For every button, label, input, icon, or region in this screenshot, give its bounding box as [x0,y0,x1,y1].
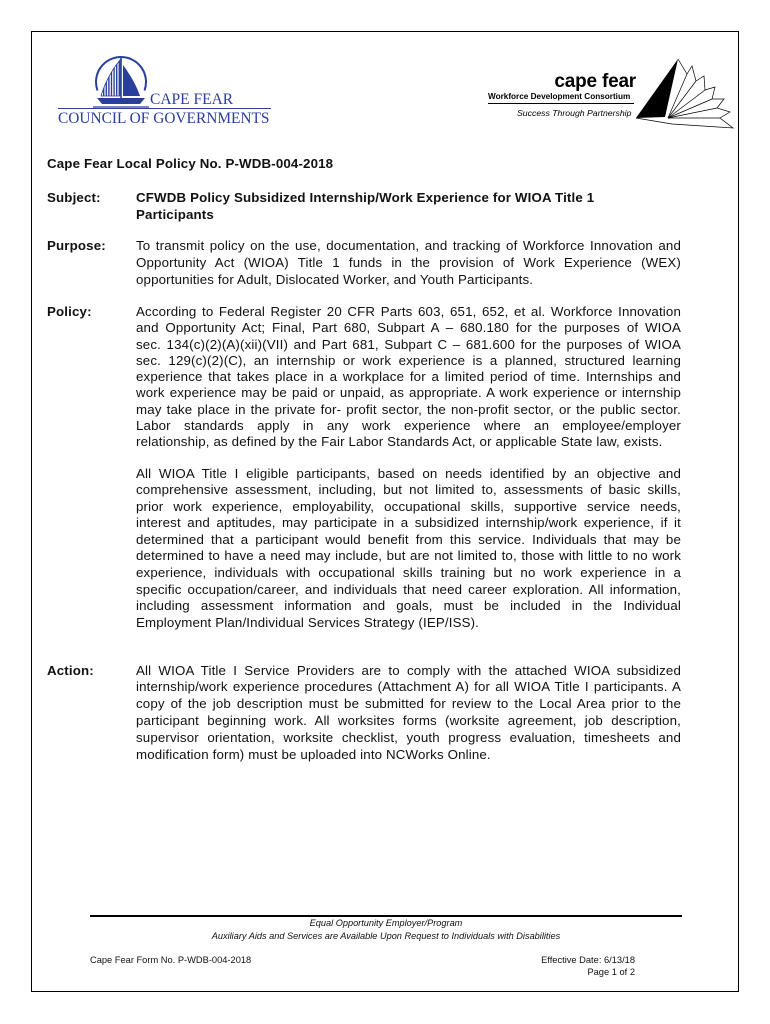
cog-logo-rule [58,108,271,109]
consortium-logo-subtitle: Workforce Development Consortium [488,92,631,101]
policy-line: sec. 129(c)(2)(C), an internship or work experience is a planned, structured learning [136,352,681,368]
subject-line: Participants [136,206,214,222]
footer-page-number: Page 1 of 2 [587,966,635,977]
policy-line: prior work experience, employability, occupational skills, supportive service needs, [136,498,681,514]
policy-line: interest and aptitudes, may participate in a subsidized internship/work experience, if it [136,515,681,531]
cog-logo-org: COUNCIL OF GOVERNMENTS [58,110,270,127]
emblem-hull [97,98,145,104]
consortium-logo-name: cape fear [554,71,636,92]
starburst-emblem-icon [632,54,736,138]
cog-logo-name: CAPE FEAR [150,91,234,108]
policy-line: According to Federal Register 20 CFR Parts 603, 651, 652, et al. Workforce Innovation [136,304,681,319]
policy-line: sec. 134(c)(2)(A)(xii)(VII) and Part 681, Subpart C – 681.600 for the purposes of WIOA [136,336,681,352]
action-label: Action: [47,662,94,678]
policy-line: experience, individuals with occupational skills training but no work experience in a [136,564,681,580]
purpose-line: Opportunity Act (WIOA) Title 1 funds in the provision of Work Experience (WEX) [136,254,681,270]
policy-paragraph-2 [136,466,681,631]
action-line: modification form) must be uploaded into NCWorks Online. [136,746,491,762]
emblem-main-sail [101,60,120,96]
action-text [136,663,681,764]
policy-number: Cape Fear Local Policy No. P-WDB-004-2018 [47,156,334,171]
sailboat-emblem-icon [90,54,152,110]
purpose-text [136,237,681,288]
purpose-label: Purpose: [47,237,106,253]
subject-text [136,189,681,223]
purpose-line: opportunities for Adult, Dislocated Worker, and Youth Participants. [136,271,534,287]
policy-line: specific occupation/career, and individuals that need career exploration. All information, [136,581,681,597]
policy-line: may take place in the private for- profit sector, the non-profit sector, or the public sector. [136,401,681,417]
purpose-line: To transmit policy on the use, documentation, and tracking of Workforce Innovation and [136,237,681,253]
policy-paragraph-1 [136,304,681,451]
footer-aids-notice: Auxiliary Aids and Services are Available Upon Request to Individuals with Disabilities [211,931,561,941]
action-line: All WIOA Title I Service Providers are to comply with the attached WIOA subsidized [136,662,681,678]
footer-effective-date: Effective Date: 6/13/18 [541,954,635,965]
policy-line: relationship, as defined by the Fair Labor Standards Act, or applicable State law, exists. [136,434,663,450]
policy-line: work experience may be paid or unpaid, as appropriate. A work experience or internship [136,385,681,401]
policy-line: experience that takes place in a workplace for a limited period of time. Internships and [136,369,681,385]
action-line: copy of the job description must be submitted for review to the Local Area prior to the [136,696,681,712]
action-line: internship/work experience procedures (Attachment A) for all WIOA Title I participants. A [136,679,681,695]
subject-label: Subject: [47,189,101,205]
policy-line: Labor standards apply in any work experience where an employee/employer [136,418,681,434]
subject-line: CFWDB Policy Subsidized Internship/Work Experience for WIOA Title 1 [136,189,595,205]
policy-line: All WIOA Title I eligible participants, based on needs identified by an objective and [136,465,681,481]
policy-line: determined to have a need may include, but are not limited to, those with little to no work [136,548,681,564]
consortium-logo-tagline: Success Through Partnership [517,108,632,118]
policy-label: Policy: [47,304,92,319]
policy-line: determined that a participant would benefit from this service. Individuals that may be [136,531,681,547]
policy-line: Employment Plan/Individual Services Strategy (IEP/ISS). [136,614,480,630]
policy-line: comprehensive assessment, including, but not limited to, assessments of basic skills, [136,482,681,498]
action-line: supervisor orientation, worksite checklist, youth progress evaluation, timesheets and [136,729,681,745]
consortium-logo-rule [488,103,634,104]
starburst-rays [636,59,733,128]
action-line: participant beginning work. All worksites forms (worksite agreement, job description, [136,712,681,728]
policy-line: including assessment information and goals, must be included in the Individual [136,598,681,614]
emblem-jib-sail [123,65,140,96]
footer-eoe-notice: Equal Opportunity Employer/Program [309,918,463,928]
policy-line: and Opportunity Act; Final, Part 680, Subpart A – 680.180 for the purposes of WIOA [136,320,681,336]
footer-form-number: Cape Fear Form No. P-WDB-004-2018 [90,954,252,965]
footer-rule [90,915,682,917]
